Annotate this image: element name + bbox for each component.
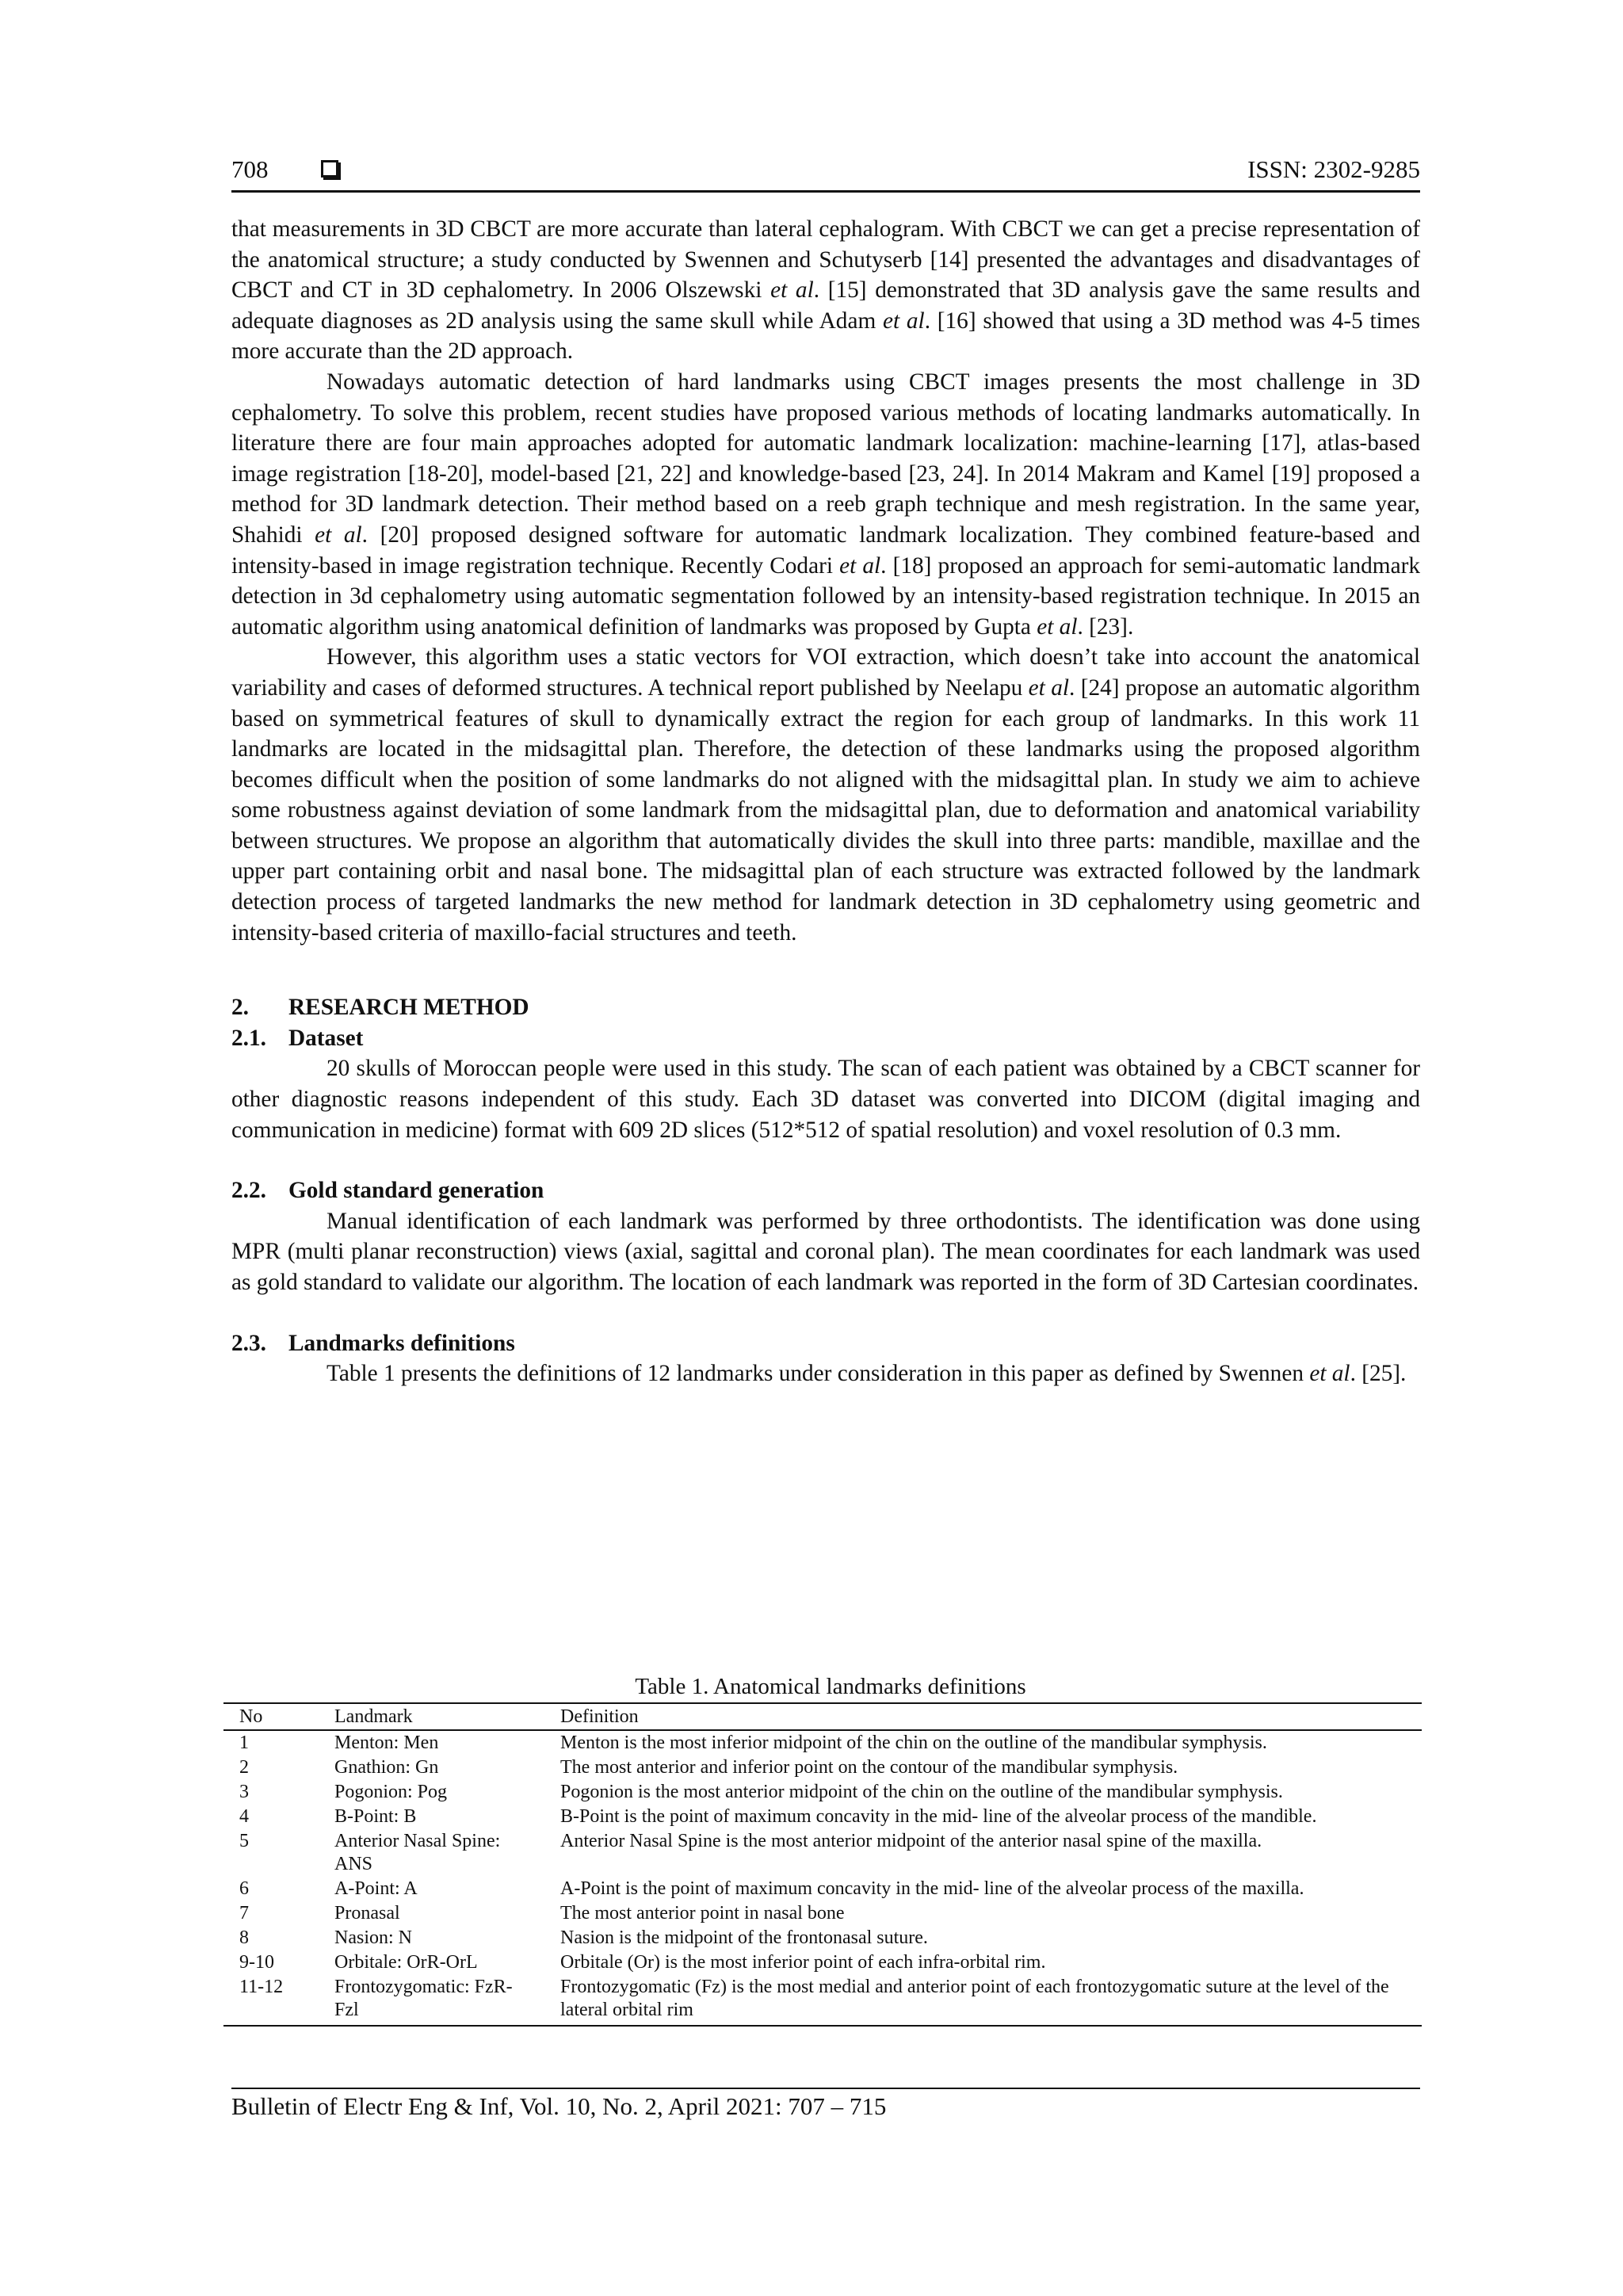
subsection-heading [231, 1328, 1420, 1359]
cell-landmark: Menton: Men [334, 1733, 439, 1753]
paragraph: Table 1 presents the definitions of 12 landmarks under consideration in this paper as defined by Swennen et al. [25]. [327, 1361, 1407, 1387]
cell-no: 9-10 [239, 1952, 274, 1973]
landmarks-table-block [223, 1672, 1422, 2027]
paragraph: that measurements in 3D CBCT are more accurate than lateral cephalogram. With CBCT we can get a precise representation of the anatomical structure; a study conducted by Swennen and Schutyserb [14] presented the advantages and disadvantages of CBCT and CT in 3D cephalometry. In 2006 Olszewski et al. [15] demonstrated that 3D analysis gave the same results and adequate diagnoses as 2D analysis using the same skull while Adam et al. [16] showed that using a 3D method was 4-5 times more accurate than the 2D approach. [231, 216, 1420, 365]
subsection-heading [231, 1023, 1420, 1054]
subsection-title: Dataset [288, 1025, 364, 1051]
page-footer: Bulletin of Electr Eng & Inf, Vol. 10, No. 2, April 2021: 707 – 715 [231, 2092, 887, 2120]
issn: ISSN: 2302-9285 [1247, 155, 1420, 183]
table-row [223, 1950, 1422, 1975]
body-text [231, 214, 1420, 1389]
header-rule [231, 190, 1420, 193]
italic-text: et al [1037, 613, 1078, 640]
table-row [223, 1805, 1422, 1829]
cell-no: 6 [239, 1878, 249, 1899]
cell-no: 2 [239, 1757, 249, 1778]
cell-definition: Menton is the most inferior midpoint of the chin on the outline of the mandibular symphysis. [560, 1733, 1267, 1753]
cell-landmark: B-Point: B [334, 1806, 417, 1827]
cell-definition: Frontozygomatic (Fz) is the most medial and anterior point of each frontozygomatic suture at the level of the lateral orbital rim [560, 1975, 1422, 2026]
cell-definition: A-Point is the point of maximum concavity in the mid- line of the alveolar process of the maxilla. [560, 1878, 1304, 1899]
footer-rule [231, 2088, 1420, 2089]
subsection-heading [231, 1175, 1420, 1206]
cell-definition: The most anterior point in nasal bone [560, 1903, 845, 1924]
landmarks-table [223, 1702, 1422, 2027]
cell-definition: Pogonion is the most anterior midpoint of the chin on the outline of the mandibular symphysis. [560, 1782, 1283, 1802]
cell-landmark: A-Point: A [334, 1878, 418, 1899]
cell-no: 11-12 [223, 1975, 334, 2026]
cell-landmark: Orbitale: OrR-OrL [334, 1952, 478, 1973]
cell-definition: Anterior Nasal Spine is the most anterior midpoint of the anterior nasal spine of the maxilla. [560, 1831, 1262, 1851]
header-landmark: Landmark [334, 1703, 560, 1730]
paragraph: Manual identification of each landmark was performed by three orthodontists. The identification was done using MPR (multi planar reconstruction) views (axial, sagittal and coronal plan). The mean coordinates for each landmark was used as gold standard to validate our algorithm. The location of each landmark was reported in the form of 3D Cartesian coordinates. [231, 1208, 1420, 1295]
paragraph: However, this algorithm uses a static vectors for VOI extraction, which doesn’t take into account the anatomical variability and cases of deformed structures. A technical report published by Neelapu et al. [24] propose an automatic algorithm based on symmetrical features of skull to dynamically extract the region for each group of landmarks. In this work 11 landmarks are located in the midsagittal plan. Therefore, the detection of these landmarks using the proposed algorithm becomes difficult when the position of some landmarks do not aligned with the midsagittal plan. In study we aim to achieve some robustness against deviation of some landmark from the midsagittal plan, due to deformation and anatomical variability between structures. We propose an algorithm that automatically divides the skull into three parts: mandible, maxillae and the upper part containing orbit and nasal bone. The midsagittal plan of each structure was extracted followed by the landmark detection process of targeted landmarks the new method for landmark detection in 3D cephalometry using geometric and intensity-based criteria of maxillo-facial structures and teeth. [231, 644, 1420, 946]
italic-text: et al [1028, 674, 1070, 701]
table-caption: Table 1. Anatomical landmarks definitions [635, 1674, 1026, 1699]
cell-no: 4 [239, 1806, 249, 1827]
table-row [223, 1901, 1422, 1926]
cell-landmark: Pogonion: Pog [334, 1782, 448, 1802]
cell-definition: Orbitale (Or) is the most inferior point of each infra-orbital rim. [560, 1952, 1046, 1973]
table-row [223, 1975, 1422, 2026]
table-row [223, 1755, 1422, 1780]
section-number: 2. [231, 995, 249, 1021]
section-heading [231, 992, 1420, 1023]
italic-text: et al [883, 308, 925, 334]
paragraph: Nowadays automatic detection of hard landmarks using CBCT images presents the most challenge in 3D cephalometry. To solve this problem, recent studies have proposed various methods of locating landmarks automatically. In literature there are four main approaches adopted for automatic landmark localization: machine-learning [17], atlas-based image registration [18-20], model-based [21, 22] and knowledge-based [23, 24]. In 2014 Makram and Kamel [19] proposed a method for 3D landmark detection. Their method based on a reeb graph technique and mesh registration. In the same year, Shahidi et al. [20] proposed designed software for automatic landmark localization. They combined feature-based and intensity-based in image registration technique. Recently Codari et al. [18] proposed an approach for semi-automatic landmark detection in 3d cephalometry using automatic segmentation followed by an intensity-based registration technique. In 2015 an automatic algorithm using anatomical definition of landmarks was proposed by Gupta et al. [23]. [231, 369, 1420, 640]
cell-landmark: Frontozygomatic: FzR-Fzl [334, 1975, 560, 2026]
subsection-title: Gold standard generation [288, 1178, 544, 1204]
italic-text: et al [1309, 1361, 1350, 1387]
italic-text: et al [315, 521, 362, 548]
table-header-row [223, 1703, 1422, 1730]
cell-no: 8 [239, 1927, 249, 1948]
table-row [223, 1829, 1422, 1877]
header-no: No [223, 1703, 334, 1730]
subsection-title: Landmarks definitions [288, 1330, 515, 1356]
cell-no: 7 [239, 1903, 249, 1924]
square-box-icon [321, 160, 338, 178]
subsection-number: 2.3. [231, 1330, 266, 1356]
italic-text: et al [839, 552, 881, 579]
cell-definition: B-Point is the point of maximum concavity in the mid- line of the alveolar process of the mandible. [560, 1806, 1317, 1827]
cell-landmark: Gnathion: Gn [334, 1757, 439, 1778]
table-row [223, 1730, 1422, 1755]
cell-landmark: Anterior Nasal Spine: ANS [334, 1831, 501, 1874]
table-row [223, 1926, 1422, 1950]
header-definition: Definition [560, 1703, 1422, 1730]
subsection-number: 2.1. [231, 1025, 266, 1051]
subsection-number: 2.2. [231, 1178, 266, 1204]
cell-no: 3 [239, 1782, 249, 1802]
page-number: 708 [231, 155, 269, 183]
cell-no: 1 [239, 1733, 249, 1753]
cell-landmark: Nasion: N [334, 1927, 412, 1948]
cell-definition: The most anterior and inferior point on the contour of the mandibular symphysis. [560, 1757, 1178, 1778]
cell-no: 5 [239, 1831, 249, 1851]
paragraph: 20 skulls of Moroccan people were used in this study. The scan of each patient was obtained by a CBCT scanner for other diagnostic reasons independent of this study. Each 3D dataset was converted into DICOM (digital imaging and communication in medicine) format with 609 2D slices (512*512 of spatial resolution) and voxel resolution of 0.3 mm. [231, 1056, 1420, 1143]
italic-text: et al [770, 277, 814, 304]
page-header [231, 155, 1420, 187]
table-row [223, 1780, 1422, 1805]
cell-definition: Nasion is the midpoint of the frontonasal suture. [560, 1927, 928, 1948]
section-title: RESEARCH METHOD [288, 995, 529, 1021]
table-row [223, 1877, 1422, 1901]
cell-landmark: Pronasal [334, 1903, 400, 1924]
